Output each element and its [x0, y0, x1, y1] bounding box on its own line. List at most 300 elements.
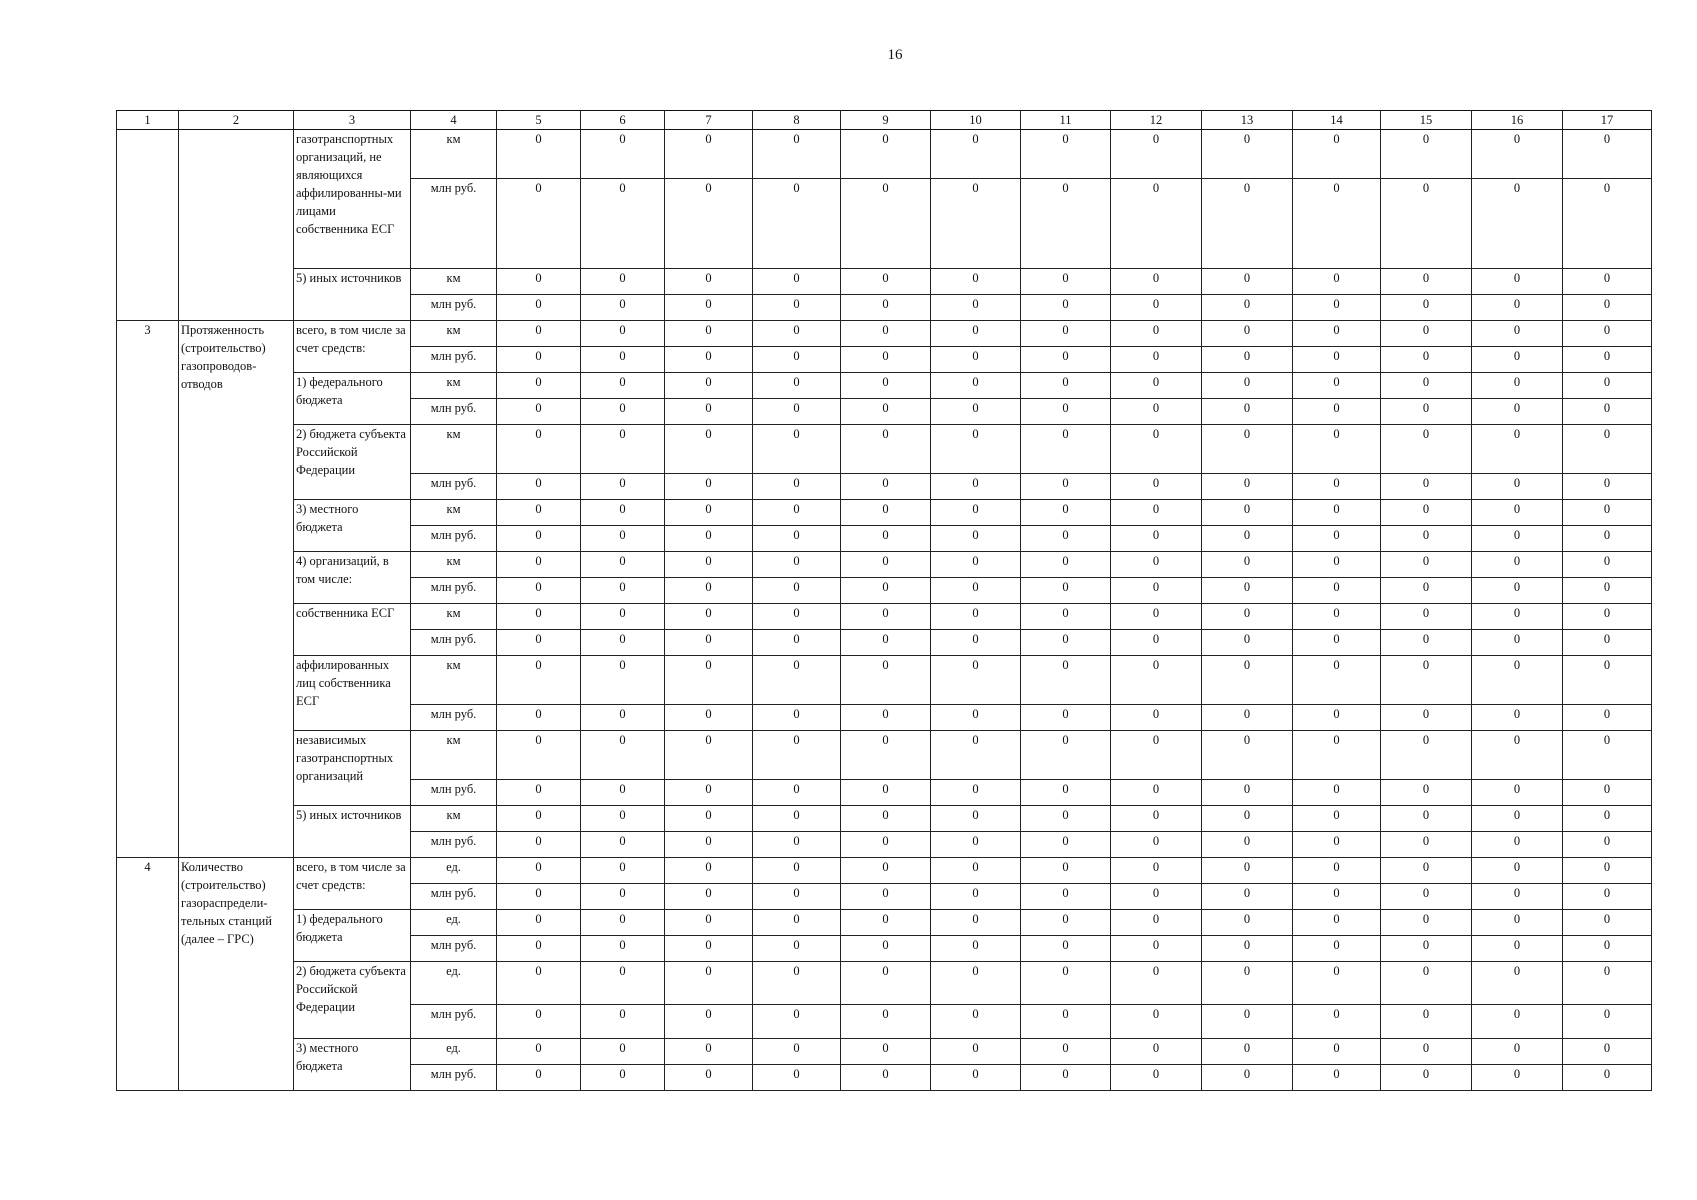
value-cell: 0	[1472, 962, 1563, 1005]
value-cell: 0	[931, 656, 1021, 705]
value-cell: 0	[1472, 656, 1563, 705]
column-header: 8	[753, 111, 841, 130]
unit-cell: млн руб.	[411, 1005, 497, 1039]
value-cell: 0	[1563, 832, 1652, 858]
value-cell: 0	[1202, 500, 1293, 526]
value-cell: 0	[497, 474, 581, 500]
value-cell: 0	[753, 731, 841, 780]
value-cell: 0	[1381, 1005, 1472, 1039]
value-cell: 0	[665, 373, 753, 399]
value-cell: 0	[931, 910, 1021, 936]
value-cell: 0	[1021, 399, 1111, 425]
unit-cell: млн руб.	[411, 630, 497, 656]
value-cell: 0	[753, 1065, 841, 1091]
value-cell: 0	[753, 399, 841, 425]
value-cell: 0	[841, 295, 931, 321]
value-cell: 0	[665, 705, 753, 731]
value-cell: 0	[841, 884, 931, 910]
value-cell: 0	[581, 552, 665, 578]
value-cell: 0	[1563, 1039, 1652, 1065]
value-cell: 0	[1202, 832, 1293, 858]
table-row	[117, 656, 1652, 705]
value-cell: 0	[753, 373, 841, 399]
unit-cell: км	[411, 321, 497, 347]
value-cell: 0	[1202, 425, 1293, 474]
value-cell: 0	[1472, 1039, 1563, 1065]
value-cell: 0	[497, 399, 581, 425]
value-cell: 0	[665, 936, 753, 962]
value-cell: 0	[931, 425, 1021, 474]
value-cell: 0	[1111, 832, 1202, 858]
unit-cell: ед.	[411, 858, 497, 884]
unit-cell: млн руб.	[411, 705, 497, 731]
table-row	[117, 1039, 1652, 1065]
value-cell: 0	[581, 179, 665, 269]
value-cell: 0	[665, 630, 753, 656]
unit-cell: млн руб.	[411, 1065, 497, 1091]
value-cell: 0	[1202, 806, 1293, 832]
value-cell: 0	[1202, 130, 1293, 179]
value-cell: 0	[753, 604, 841, 630]
header-row	[117, 111, 1652, 130]
indicator-name: Протяженность (строительство) газопроводов-отводов	[179, 321, 294, 858]
value-cell: 0	[1021, 705, 1111, 731]
column-header: 13	[1202, 111, 1293, 130]
value-cell: 0	[931, 578, 1021, 604]
value-cell: 0	[497, 731, 581, 780]
value-cell: 0	[1021, 373, 1111, 399]
value-cell: 0	[581, 578, 665, 604]
funding-source-label: независимых газотранспортных организаций	[294, 731, 411, 806]
value-cell: 0	[581, 526, 665, 552]
value-cell: 0	[1563, 269, 1652, 295]
value-cell: 0	[841, 780, 931, 806]
column-header: 17	[1563, 111, 1652, 130]
value-cell: 0	[753, 656, 841, 705]
value-cell: 0	[497, 347, 581, 373]
value-cell: 0	[1563, 295, 1652, 321]
value-cell: 0	[497, 604, 581, 630]
value-cell: 0	[1202, 526, 1293, 552]
column-header: 14	[1293, 111, 1381, 130]
value-cell: 0	[665, 1005, 753, 1039]
value-cell: 0	[1293, 731, 1381, 780]
value-cell: 0	[1111, 269, 1202, 295]
value-cell: 0	[1381, 373, 1472, 399]
row-group-index	[117, 130, 179, 321]
value-cell: 0	[1381, 910, 1472, 936]
value-cell: 0	[1293, 130, 1381, 179]
value-cell: 0	[665, 578, 753, 604]
funding-source-label: всего, в том числе за счет средств:	[294, 321, 411, 373]
value-cell: 0	[1202, 705, 1293, 731]
unit-cell: млн руб.	[411, 179, 497, 269]
value-cell: 0	[1563, 936, 1652, 962]
value-cell: 0	[1563, 705, 1652, 731]
unit-cell: км	[411, 552, 497, 578]
value-cell: 0	[1563, 373, 1652, 399]
value-cell: 0	[753, 179, 841, 269]
value-cell: 0	[1563, 656, 1652, 705]
value-cell: 0	[1111, 347, 1202, 373]
value-cell: 0	[841, 858, 931, 884]
value-cell: 0	[1472, 321, 1563, 347]
table-row	[117, 373, 1652, 399]
value-cell: 0	[1202, 604, 1293, 630]
value-cell: 0	[497, 179, 581, 269]
value-cell: 0	[665, 780, 753, 806]
column-header: 12	[1111, 111, 1202, 130]
value-cell: 0	[1021, 179, 1111, 269]
column-header: 4	[411, 111, 497, 130]
unit-cell: млн руб.	[411, 578, 497, 604]
funding-source-label: аффилированных лиц собственника ЕСГ	[294, 656, 411, 731]
value-cell: 0	[497, 578, 581, 604]
value-cell: 0	[665, 832, 753, 858]
value-cell: 0	[753, 1039, 841, 1065]
funding-source-label: 3) местного бюджета	[294, 1039, 411, 1091]
value-cell: 0	[497, 884, 581, 910]
table-row	[117, 500, 1652, 526]
value-cell: 0	[1202, 858, 1293, 884]
value-cell: 0	[1021, 1005, 1111, 1039]
value-cell: 0	[497, 962, 581, 1005]
value-cell: 0	[931, 1005, 1021, 1039]
value-cell: 0	[1021, 630, 1111, 656]
unit-cell: км	[411, 656, 497, 705]
value-cell: 0	[1202, 884, 1293, 910]
unit-cell: км	[411, 604, 497, 630]
value-cell: 0	[1202, 656, 1293, 705]
value-cell: 0	[931, 269, 1021, 295]
table-row	[117, 425, 1652, 474]
value-cell: 0	[753, 806, 841, 832]
value-cell: 0	[665, 1065, 753, 1091]
value-cell: 0	[1111, 936, 1202, 962]
value-cell: 0	[1563, 604, 1652, 630]
value-cell: 0	[1472, 552, 1563, 578]
value-cell: 0	[1021, 269, 1111, 295]
value-cell: 0	[1111, 858, 1202, 884]
value-cell: 0	[1202, 1039, 1293, 1065]
unit-cell: млн руб.	[411, 347, 497, 373]
value-cell: 0	[841, 321, 931, 347]
value-cell: 0	[931, 321, 1021, 347]
value-cell: 0	[1111, 604, 1202, 630]
value-cell: 0	[1381, 858, 1472, 884]
value-cell: 0	[931, 731, 1021, 780]
value-cell: 0	[581, 321, 665, 347]
value-cell: 0	[497, 630, 581, 656]
value-cell: 0	[841, 399, 931, 425]
unit-cell: млн руб.	[411, 295, 497, 321]
value-cell: 0	[1202, 399, 1293, 425]
value-cell: 0	[753, 526, 841, 552]
value-cell: 0	[841, 130, 931, 179]
value-cell: 0	[841, 373, 931, 399]
value-cell: 0	[581, 474, 665, 500]
value-cell: 0	[497, 832, 581, 858]
value-cell: 0	[753, 321, 841, 347]
value-cell: 0	[931, 630, 1021, 656]
value-cell: 0	[1563, 425, 1652, 474]
value-cell: 0	[841, 705, 931, 731]
value-cell: 0	[1293, 269, 1381, 295]
value-cell: 0	[581, 425, 665, 474]
value-cell: 0	[1563, 526, 1652, 552]
value-cell: 0	[497, 858, 581, 884]
value-cell: 0	[1111, 399, 1202, 425]
value-cell: 0	[1563, 474, 1652, 500]
value-cell: 0	[1111, 1039, 1202, 1065]
value-cell: 0	[1563, 321, 1652, 347]
table-row	[117, 731, 1652, 780]
value-cell: 0	[1111, 780, 1202, 806]
unit-cell: млн руб.	[411, 780, 497, 806]
column-header: 7	[665, 111, 753, 130]
value-cell: 0	[841, 425, 931, 474]
value-cell: 0	[931, 373, 1021, 399]
value-cell: 0	[753, 130, 841, 179]
value-cell: 0	[753, 858, 841, 884]
value-cell: 0	[665, 552, 753, 578]
value-cell: 0	[1021, 936, 1111, 962]
table-row	[117, 962, 1652, 1005]
value-cell: 0	[581, 347, 665, 373]
unit-cell: ед.	[411, 910, 497, 936]
value-cell: 0	[581, 656, 665, 705]
funding-source-label: собственника ЕСГ	[294, 604, 411, 656]
value-cell: 0	[753, 578, 841, 604]
value-cell: 0	[497, 910, 581, 936]
value-cell: 0	[1472, 780, 1563, 806]
value-cell: 0	[1563, 1005, 1652, 1039]
value-cell: 0	[753, 832, 841, 858]
value-cell: 0	[1563, 962, 1652, 1005]
value-cell: 0	[581, 604, 665, 630]
value-cell: 0	[1293, 910, 1381, 936]
column-header: 15	[1381, 111, 1472, 130]
value-cell: 0	[1563, 630, 1652, 656]
value-cell: 0	[931, 858, 1021, 884]
value-cell: 0	[1381, 806, 1472, 832]
value-cell: 0	[1563, 1065, 1652, 1091]
value-cell: 0	[841, 1065, 931, 1091]
value-cell: 0	[1381, 425, 1472, 474]
unit-cell: км	[411, 500, 497, 526]
value-cell: 0	[1563, 806, 1652, 832]
table-row	[117, 130, 1652, 179]
value-cell: 0	[1202, 552, 1293, 578]
value-cell: 0	[497, 656, 581, 705]
value-cell: 0	[1202, 910, 1293, 936]
value-cell: 0	[841, 552, 931, 578]
value-cell: 0	[1111, 552, 1202, 578]
unit-cell: млн руб.	[411, 399, 497, 425]
unit-cell: млн руб.	[411, 832, 497, 858]
value-cell: 0	[1472, 474, 1563, 500]
value-cell: 0	[1111, 656, 1202, 705]
value-cell: 0	[1021, 962, 1111, 1005]
value-cell: 0	[497, 705, 581, 731]
table-row	[117, 552, 1652, 578]
value-cell: 0	[497, 552, 581, 578]
column-header: 10	[931, 111, 1021, 130]
value-cell: 0	[1111, 731, 1202, 780]
value-cell: 0	[497, 500, 581, 526]
value-cell: 0	[1293, 373, 1381, 399]
value-cell: 0	[1111, 1065, 1202, 1091]
value-cell: 0	[581, 130, 665, 179]
value-cell: 0	[931, 705, 1021, 731]
value-cell: 0	[841, 347, 931, 373]
funding-source-label: всего, в том числе за счет средств:	[294, 858, 411, 910]
value-cell: 0	[1021, 425, 1111, 474]
value-cell: 0	[1563, 179, 1652, 269]
value-cell: 0	[1111, 373, 1202, 399]
value-cell: 0	[931, 500, 1021, 526]
value-cell: 0	[581, 1039, 665, 1065]
table-row	[117, 858, 1652, 884]
value-cell: 0	[841, 630, 931, 656]
value-cell: 0	[1293, 962, 1381, 1005]
value-cell: 0	[1202, 962, 1293, 1005]
value-cell: 0	[665, 962, 753, 1005]
value-cell: 0	[1111, 962, 1202, 1005]
value-cell: 0	[1202, 373, 1293, 399]
value-cell: 0	[753, 552, 841, 578]
unit-cell: ед.	[411, 962, 497, 1005]
value-cell: 0	[841, 936, 931, 962]
value-cell: 0	[1381, 656, 1472, 705]
value-cell: 0	[665, 130, 753, 179]
value-cell: 0	[841, 1039, 931, 1065]
column-header: 16	[1472, 111, 1563, 130]
value-cell: 0	[665, 910, 753, 936]
value-cell: 0	[1293, 780, 1381, 806]
funding-source-label: 1) федерального бюджета	[294, 910, 411, 962]
value-cell: 0	[1381, 962, 1472, 1005]
value-cell: 0	[1381, 347, 1472, 373]
value-cell: 0	[1293, 858, 1381, 884]
value-cell: 0	[1381, 474, 1472, 500]
value-cell: 0	[841, 474, 931, 500]
value-cell: 0	[1202, 936, 1293, 962]
value-cell: 0	[581, 295, 665, 321]
value-cell: 0	[1202, 347, 1293, 373]
value-cell: 0	[1293, 526, 1381, 552]
value-cell: 0	[1293, 832, 1381, 858]
value-cell: 0	[931, 399, 1021, 425]
value-cell: 0	[497, 269, 581, 295]
table-row	[117, 910, 1652, 936]
value-cell: 0	[665, 474, 753, 500]
value-cell: 0	[931, 604, 1021, 630]
value-cell: 0	[581, 806, 665, 832]
value-cell: 0	[665, 526, 753, 552]
unit-cell: км	[411, 731, 497, 780]
column-header: 1	[117, 111, 179, 130]
value-cell: 0	[497, 806, 581, 832]
value-cell: 0	[581, 1065, 665, 1091]
value-cell: 0	[1472, 936, 1563, 962]
value-cell: 0	[931, 474, 1021, 500]
value-cell: 0	[665, 399, 753, 425]
value-cell: 0	[1202, 474, 1293, 500]
unit-cell: км	[411, 373, 497, 399]
value-cell: 0	[1202, 630, 1293, 656]
value-cell: 0	[1563, 347, 1652, 373]
value-cell: 0	[1202, 731, 1293, 780]
value-cell: 0	[1381, 295, 1472, 321]
value-cell: 0	[581, 910, 665, 936]
value-cell: 0	[1472, 179, 1563, 269]
value-cell: 0	[1381, 321, 1472, 347]
column-header: 5	[497, 111, 581, 130]
value-cell: 0	[1111, 295, 1202, 321]
value-cell: 0	[931, 295, 1021, 321]
value-cell: 0	[753, 269, 841, 295]
indicator-name	[179, 130, 294, 321]
value-cell: 0	[1021, 1065, 1111, 1091]
value-cell: 0	[1111, 1005, 1202, 1039]
table-row	[117, 321, 1652, 347]
value-cell: 0	[581, 731, 665, 780]
value-cell: 0	[1021, 806, 1111, 832]
value-cell: 0	[841, 269, 931, 295]
value-cell: 0	[841, 1005, 931, 1039]
value-cell: 0	[1472, 858, 1563, 884]
value-cell: 0	[1563, 552, 1652, 578]
unit-cell: млн руб.	[411, 884, 497, 910]
value-cell: 0	[931, 130, 1021, 179]
value-cell: 0	[931, 884, 1021, 910]
value-cell: 0	[1293, 552, 1381, 578]
value-cell: 0	[1293, 399, 1381, 425]
value-cell: 0	[1472, 526, 1563, 552]
value-cell: 0	[1472, 1065, 1563, 1091]
value-cell: 0	[1472, 500, 1563, 526]
value-cell: 0	[665, 1039, 753, 1065]
value-cell: 0	[931, 347, 1021, 373]
value-cell: 0	[497, 526, 581, 552]
unit-cell: млн руб.	[411, 526, 497, 552]
value-cell: 0	[497, 1039, 581, 1065]
value-cell: 0	[1472, 731, 1563, 780]
value-cell: 0	[1293, 179, 1381, 269]
value-cell: 0	[1202, 1065, 1293, 1091]
value-cell: 0	[1293, 656, 1381, 705]
value-cell: 0	[931, 1065, 1021, 1091]
value-cell: 0	[581, 705, 665, 731]
value-cell: 0	[1021, 910, 1111, 936]
value-cell: 0	[1111, 910, 1202, 936]
value-cell: 0	[1111, 130, 1202, 179]
value-cell: 0	[753, 295, 841, 321]
value-cell: 0	[841, 656, 931, 705]
value-cell: 0	[1472, 705, 1563, 731]
value-cell: 0	[1381, 1065, 1472, 1091]
value-cell: 0	[1563, 780, 1652, 806]
value-cell: 0	[497, 373, 581, 399]
value-cell: 0	[1381, 179, 1472, 269]
value-cell: 0	[1111, 705, 1202, 731]
value-cell: 0	[497, 130, 581, 179]
unit-cell: млн руб.	[411, 474, 497, 500]
value-cell: 0	[841, 731, 931, 780]
value-cell: 0	[1472, 604, 1563, 630]
value-cell: 0	[581, 962, 665, 1005]
